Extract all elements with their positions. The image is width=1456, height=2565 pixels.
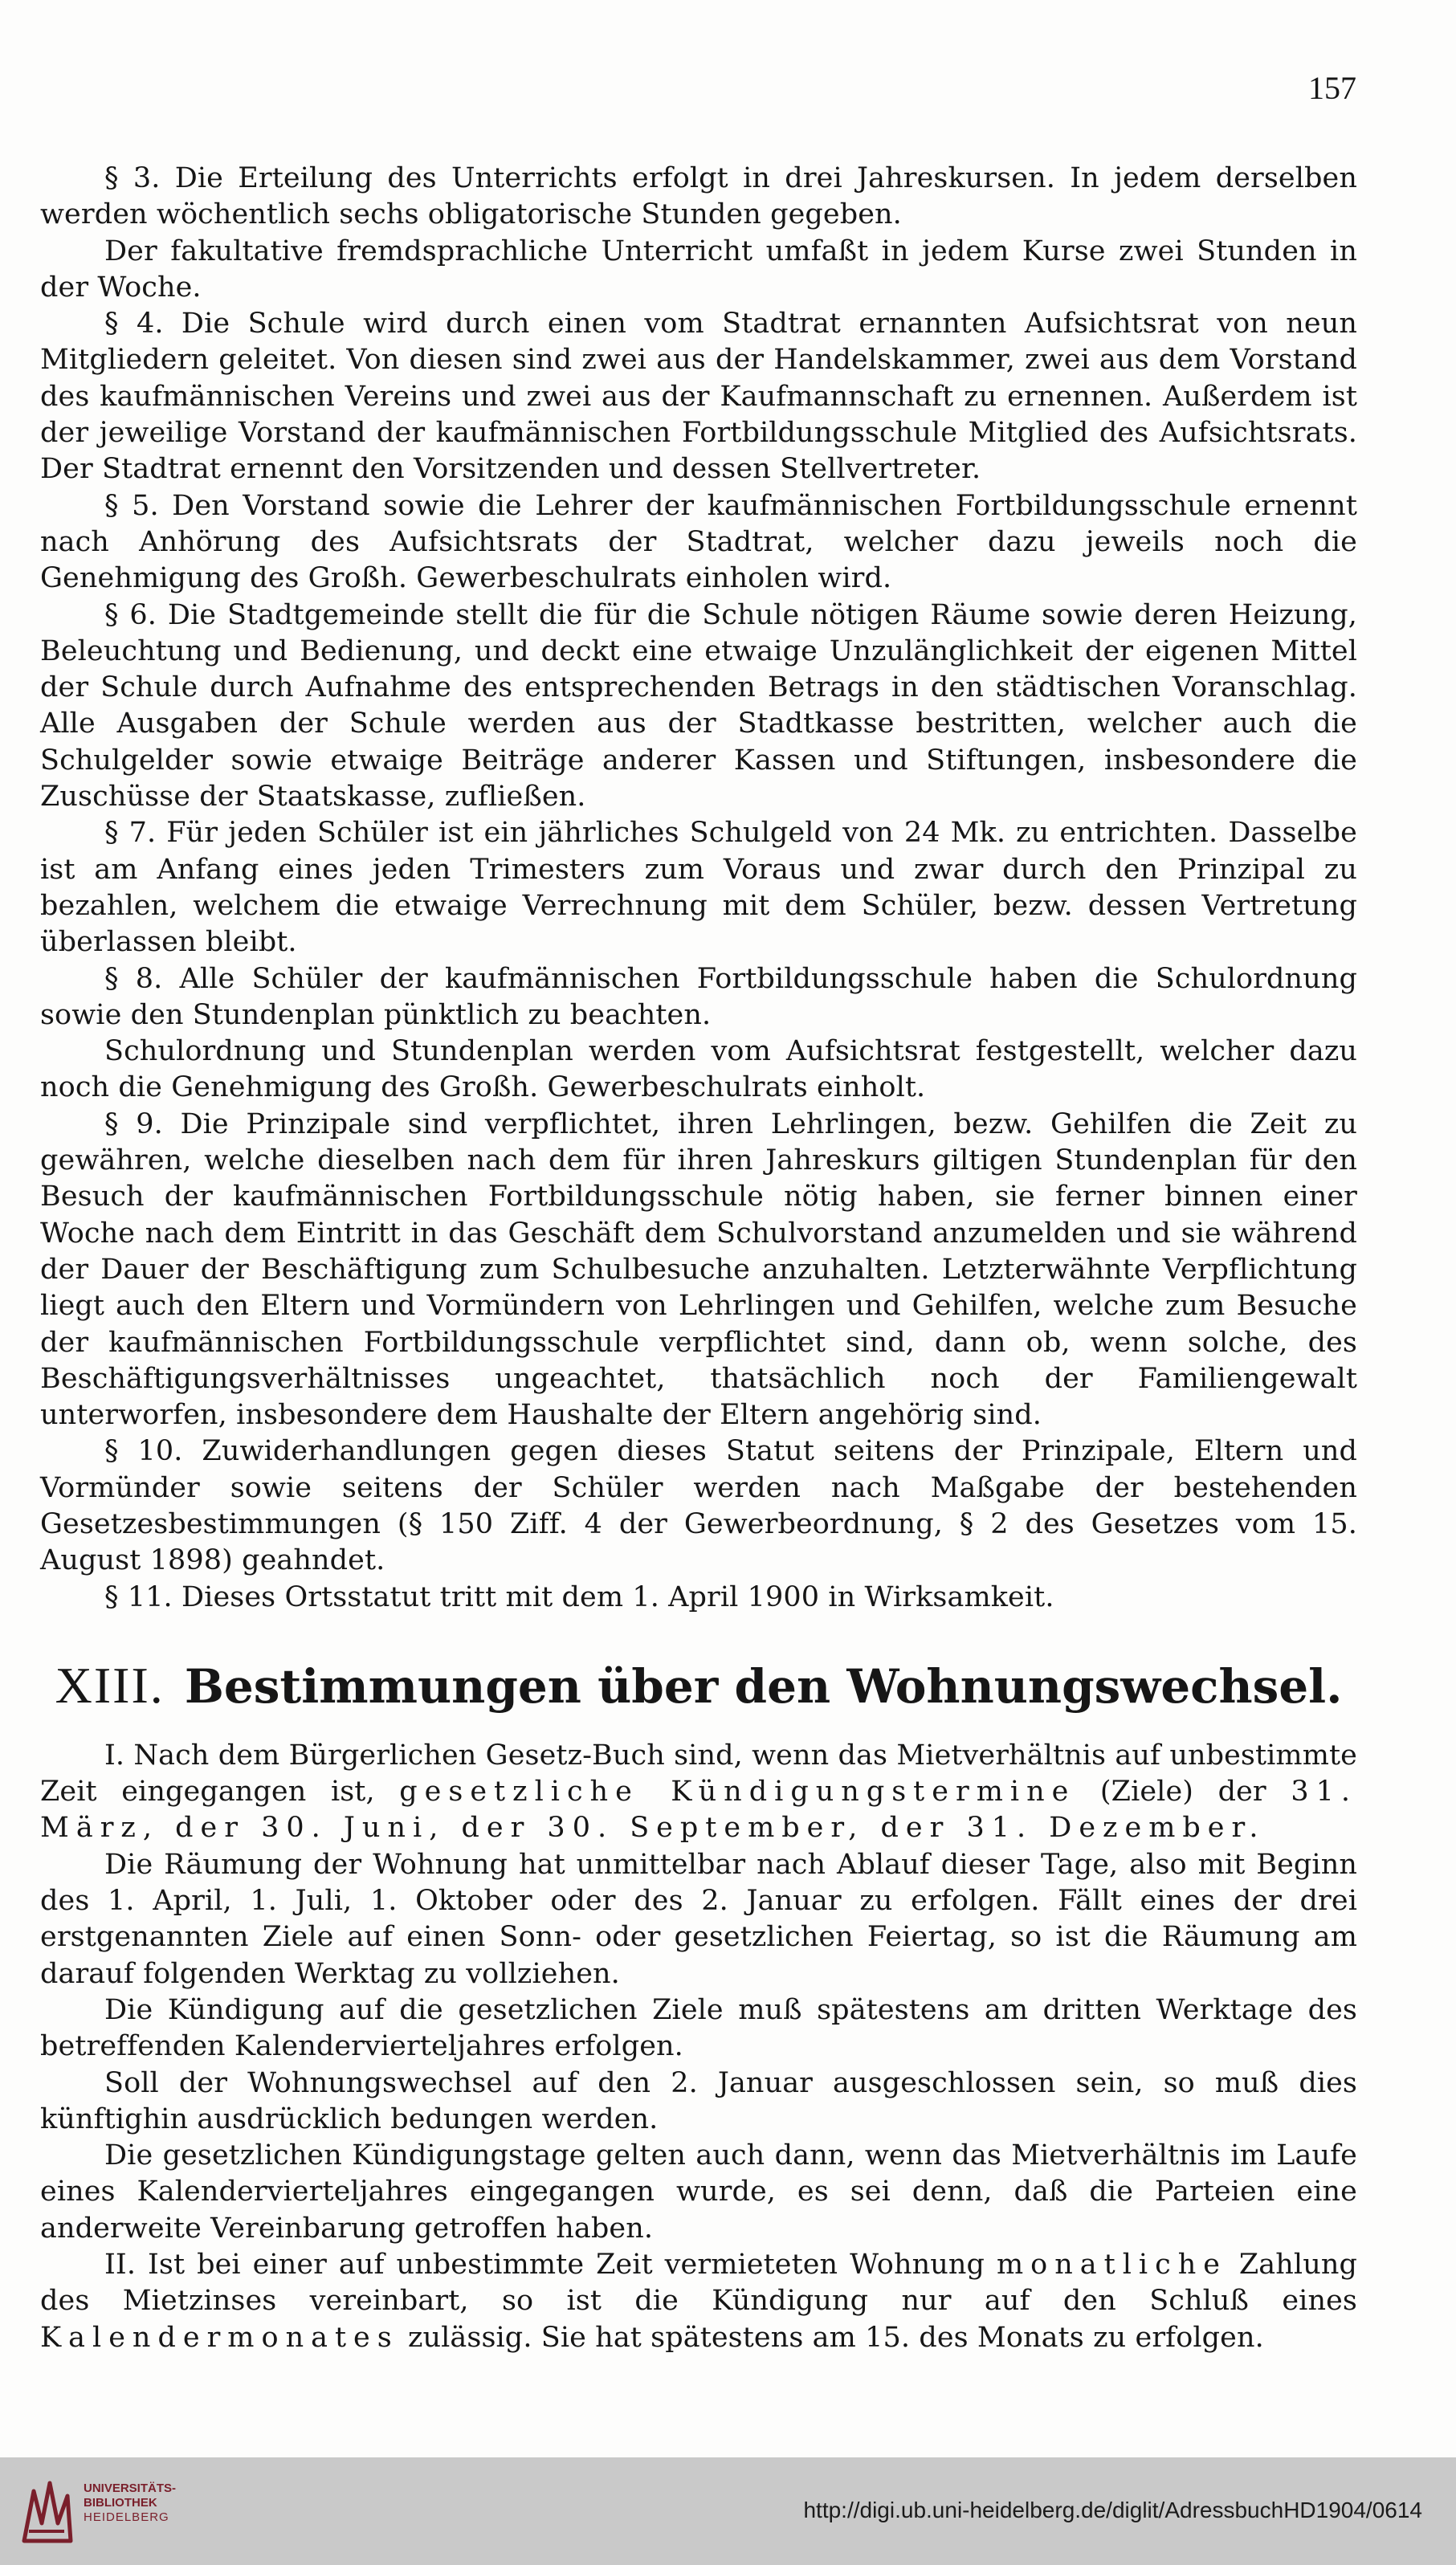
paragraph-sect4: § 4. Die Schule wird durch einen vom Stadtrat ernannten Aufsichtsrat von neun Mitgliedern geleitet. Von diesen sind zwei aus der Handelskammer, zwei aus dem Vorstand des kaufmännischen Vereins und zwei aus der Kaufmannschaft zu ernennen. Außerdem ist der jeweilige Vorstand der kaufmännischen Fortbildungsschule Mitglied des Aufsichtsrats. Der Stadtrat ernennt den Vorsitzenden und dessen Stellvertreter.: [40, 308, 1357, 486]
paragraph-xiii-5: Die gesetzlichen Kündigungstage gelten auch dann, wenn das Mietverhältnis im Laufe eines Kalendervierteljahres eingegangen wurde, es sei denn, daß die Parteien eine anderweite Vereinbarung getroffen haben.: [40, 2139, 1357, 2245]
paragraph-sect11: § 11. Dieses Ortsstatut tritt mit dem 1. April 1900 in Wirksamkeit.: [104, 1580, 1054, 1613]
paragraph-xiii-3: Die Kündigung auf die gesetzlichen Ziele muß spätestens am dritten Werktage des betreffenden Kalendervierteljahres erfolgen.: [40, 1993, 1357, 2063]
paragraph-sect9: § 9. Die Prinzipale sind verpflichtet, ihren Lehrlingen, bezw. Gehilfen die Zeit zu gewähren, welche dieselben nach dem für ihren Jahreskurs giltigen Stundenplan für den Besuch der kaufmännischen Fortbildungsschule nötig haben, sie ferner binnen einer Woche nach dem Eintritt in das Geschäft dem Schulvorstand anzumelden und sie während der Dauer der Beschäftigung zum Schulbesuche anzuhalten. Letzterwähnte Verpflichtung liegt auch den Eltern und Vormündern von Lehrlingen und Gehilfen, welche zum Besuche der kaufmännischen Fortbildungsschule verpflichtet sind, dann ob, wenn solche, des Beschäftigungsverhältnisses ungeachtet, thatsächlich noch der Familiengewalt unterworfen, insbesondere dem Haushalte der Eltern angehörig sind.: [40, 1107, 1357, 1432]
library-name: [84, 2481, 176, 2525]
paragraph-xiii-4: Soll der Wohnungswechsel auf den 2. Januar ausgeschlossen sein, so muß dies künftighin ausdrücklich bedungen werden.: [40, 2066, 1357, 2135]
library-seal-icon: [18, 2475, 75, 2547]
xiii-1-lead: I. Nach dem Bürgerlichen Gesetz-Buch sind, wenn das Mietverhältnis auf unbestimmte Zeit eingegangen ist,: [40, 1739, 1357, 1809]
xiii-6-calendar-month: Kalendermonates: [40, 2321, 399, 2354]
logo-line-1: UNIVERSITÄTS-: [84, 2481, 177, 2495]
xiii-1-dates: 31. März, der 30. Juni, der 30. September, der 31. Dezember.: [40, 1776, 1357, 1845]
paragraph-sect6: § 6. Die Stadtgemeinde stellt die für die Schule nötigen Räume sowie deren Heizung, Beleuchtung und Bedienung, und deckt eine etwaige Unzulänglichkeit der eigenen Mittel der Schule durch Aufnahme des entsprechenden Betrags in den städtischen Voranschlag. Alle Ausgaben der Schule werden aus der Stadtkasse bestritten, welcher auch die Schulgelder sowie etwaige Beiträge anderer Kassen und Stiftungen, insbesondere die Zuschüsse der Staatskasse, zufließen.: [40, 598, 1357, 814]
xiii-1-mid: (Ziele) der: [1099, 1776, 1266, 1809]
paragraph-sect7: § 7. Für jeden Schüler ist ein jährliches Schulgeld von 24 Mk. zu entrichten. Dasselbe ist am Anfang eines jeden Trimesters zum Voraus und zwar durch den Prinzipal zu bezahlen, welchem die etwaige Verrechnung mit dem Schüler, bezw. dessen Vertretung überlassen bleibt.: [40, 817, 1357, 959]
xiii-6-tail: zulässig. Sie hat spätestens am 15. des Monats zu erfolgen.: [407, 2321, 1264, 2354]
section-heading: [40, 1656, 1357, 1715]
page-number: 157: [1308, 70, 1356, 106]
xiii-1-terms: gesetzliche Kündigungstermine: [399, 1776, 1076, 1809]
paragraph-xiii-6: [40, 2247, 1357, 2356]
footer-bar: [0, 2457, 1456, 2565]
paragraph-sect8-schedule: Schulordnung und Stundenplan werden vom Aufsichtsrat festgestellt, welcher dazu noch die Genehmigung des Großh. Gewerbeschulrats einholt.: [40, 1035, 1357, 1104]
paragraph-xiii-1: [40, 1738, 1357, 1847]
logo-line-2: BIBLIOTHEK: [84, 2496, 157, 2510]
paragraph-xiii-2: Die Räumung der Wohnung hat unmittelbar nach Ablauf dieser Tage, also mit Beginn des 1. April, 1. Juli, 1. Oktober oder des 2. Januar zu erfolgen. Fällt eines der drei erstgenannten Ziele auf einen Sonn- oder gesetzlichen Feiertag, so ist die Räumung am darauf folgenden Werktag zu vollziehen.: [40, 1848, 1357, 1990]
section-title: Bestimmungen über den Wohnungswechsel.: [184, 1658, 1343, 1714]
source-url-link[interactable]: http://digi.ub.uni-heidelberg.de/diglit/AdressbuchHD1904/0614: [803, 2498, 1422, 2522]
paragraph-sect10: § 10. Zuwiderhandlungen gegen dieses Statut seitens der Prinzipale, Eltern und Vormünder sowie seitens der Schüler werden nach Maßgabe der bestehenden Gesetzesbestimmungen (§ 150 Ziff. 4 der Gewerbeordnung, § 2 des Gesetzes vom 15. August 1898) geahndet.: [40, 1435, 1357, 1577]
xiii-6-mid: Zahlung des Mietzinses vereinbart, so ist die Kündigung nur auf den Schluß eines: [40, 2249, 1357, 2318]
paragraph-sect3: § 3. Die Erteilung des Unterrichts erfolgt in drei Jahreskursen. In jedem derselben werden wöchentlich sechs obligatorische Stunden gegeben.: [40, 162, 1357, 231]
library-logo[interactable]: [18, 2472, 194, 2552]
logo-line-3: HEIDELBERG: [84, 2510, 169, 2524]
paragraph-sect3-language: Der fakultative fremdsprachliche Unterricht umfaßt in jedem Kurse zwei Stunden in der Woche.: [40, 234, 1357, 304]
xiii-6-lead: II. Ist bei einer auf unbestimmte Zeit vermieteten Wohnung: [104, 2249, 985, 2282]
section-number: XIII.: [55, 1656, 165, 1714]
xiii-6-monthly: monatliche: [996, 2249, 1227, 2282]
paragraph-sect8: § 8. Alle Schüler der kaufmännischen Fortbildungsschule haben die Schulordnung sowie den Stundenplan pünktlich zu beachten.: [40, 962, 1357, 1031]
document-body: [40, 161, 1357, 2356]
paragraph-sect5: § 5. Den Vorstand sowie die Lehrer der kaufmännischen Fortbildungsschule ernennt nach Anhörung des Aufsichtsrats der Stadtrat, welcher dazu jeweils noch die Genehmigung des Großh. Gewerbeschulrats einholen wird.: [40, 489, 1357, 595]
